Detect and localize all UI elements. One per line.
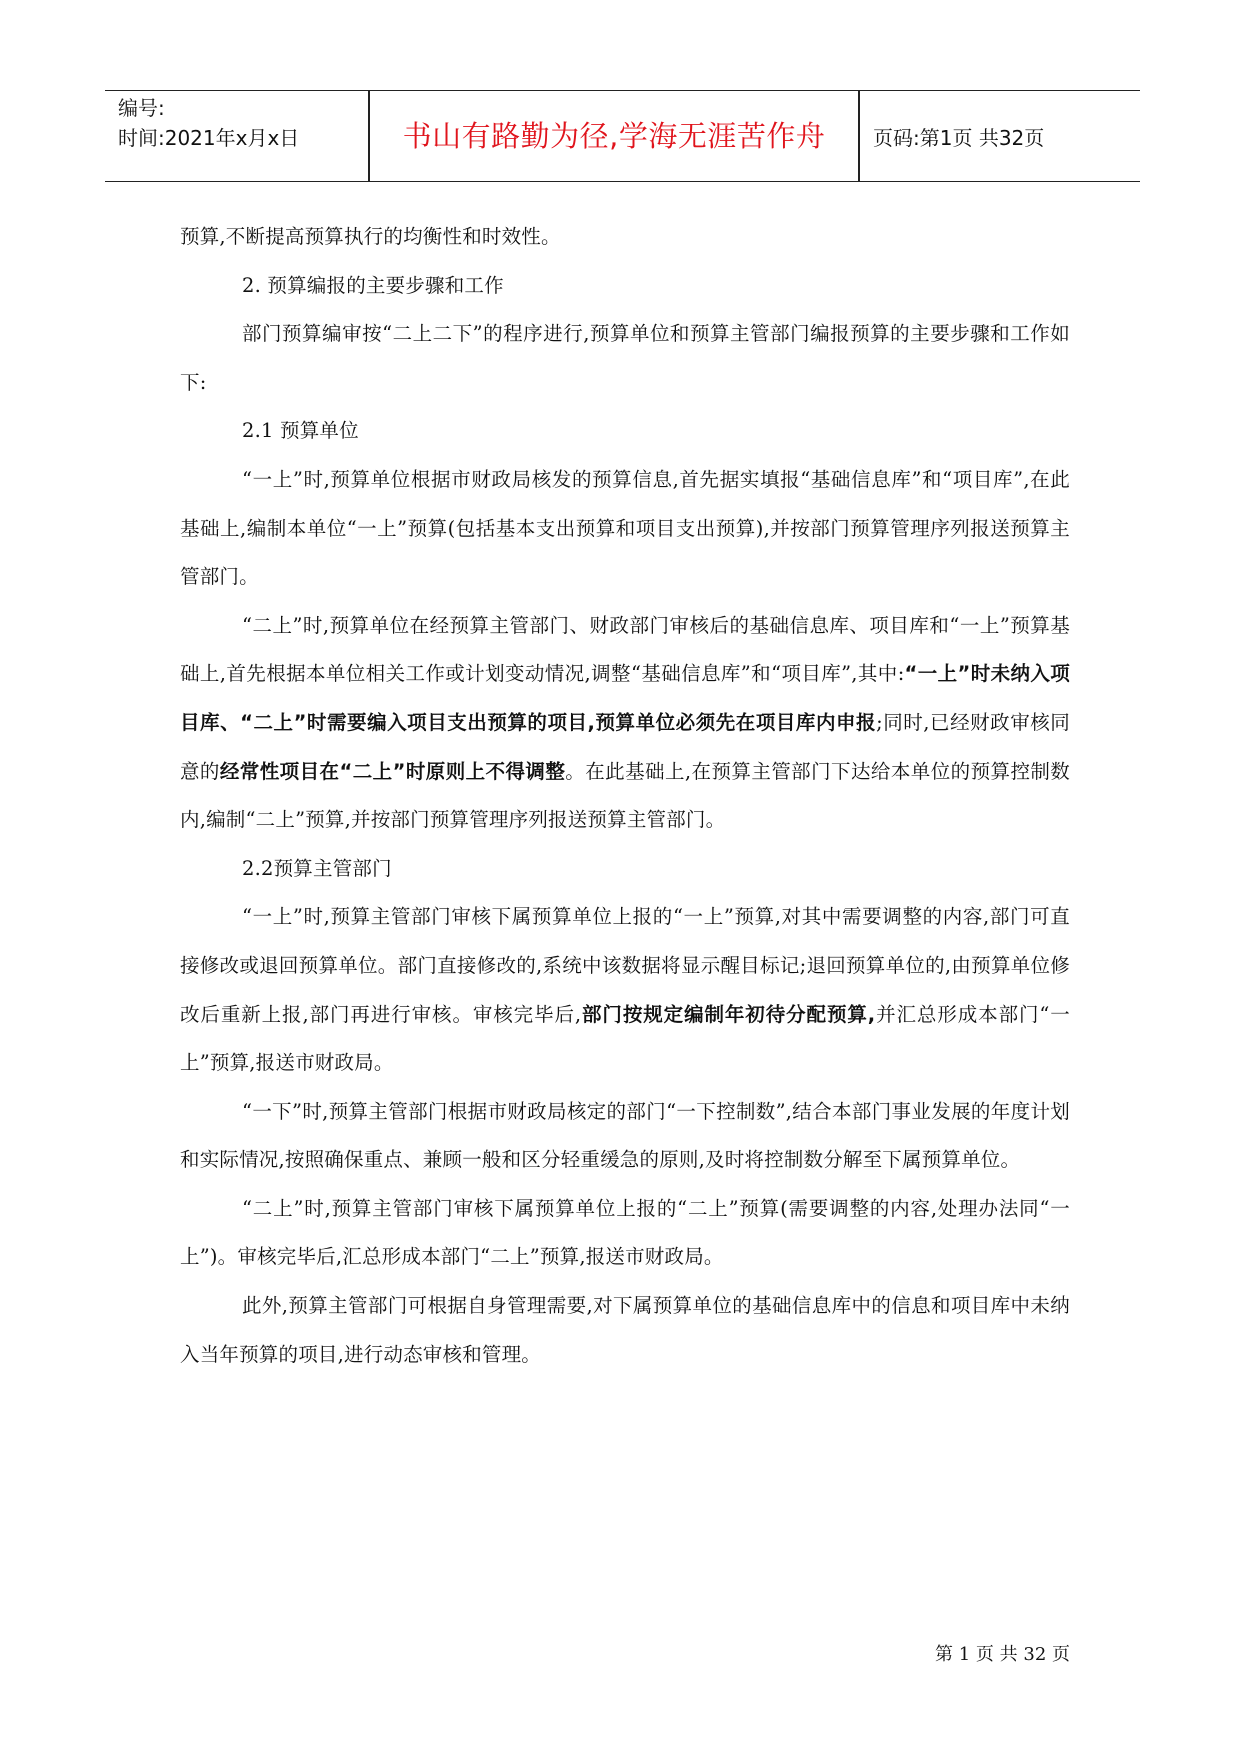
page-header — [105, 90, 1140, 182]
paragraph-unit-first-up: “一上”时,预算单位根据市财政局核发的预算信息,首先据实填报“基础信息库”和“项目库”,在此基础上,编制本单位“一上”预算(包括基本支出预算和项目支出预算),并按部门预算管理序列报送预算主管部门。 — [180, 467, 1070, 589]
document-body — [180, 213, 1070, 1379]
paragraph-procedure: 部门预算编审按“二上二下”的程序进行,预算单位和预算主管部门编报预算的主要步骤和工作如下: — [180, 322, 1070, 394]
bold-text-run: 经常性项目在“二上”时原则上不得调整 — [219, 759, 566, 783]
section-heading-2-1: 2.1 预算单位 — [242, 419, 359, 443]
text-run: ;同时,已经财政审核同意的 — [180, 710, 1070, 783]
page-footer: 第 1 页 共 32 页 — [935, 1644, 1070, 1665]
text-run: “二上”时,预算单位在经预算主管部门、财政部门审核后的基础信息库、项目库和“一上”预算基础上,首先根据本单位相关工作或计划变动情况,调整“基础信息库”和“项目库”,其中: — [180, 613, 1070, 686]
bold-text-run: “一上”时未纳入项目库、“二上”时需要编入项目支出预算的项目,预算单位必须先在项目库内申报 — [180, 662, 1071, 734]
document-number-label: 编号: — [118, 96, 165, 120]
bold-text-run: 部门按规定编制年初待分配预算, — [581, 1002, 876, 1026]
section-heading-2: 2. 预算编报的主要步骤和工作 — [242, 273, 504, 297]
header-motto: 书山有路勤为径,学海无涯苦作舟 — [402, 119, 826, 153]
paragraph-dept-first-up — [180, 893, 1070, 1087]
paragraph-dept-additional: 此外,预算主管部门可根据自身管理需要,对下属预算单位的基础信息库中的信息和项目库中未纳入当年预算的项目,进行动态审核和管理。 — [180, 1294, 1070, 1366]
document-time-label: 时间:2021年x月x日 — [118, 126, 300, 150]
text-run: 。在此基础上,在预算主管部门下达给本单位的预算控制数内,编制“二上”预算,并按部门预算管理序列报送预算主管部门。 — [180, 759, 1071, 832]
paragraph-unit-second-up — [180, 602, 1070, 845]
paragraph-continuation: 预算,不断提高预算执行的均衡性和时效性。 — [180, 225, 561, 248]
header-page-info: 页码:第1页 共32页 — [873, 126, 1045, 150]
section-heading-2-2: 2.2预算主管部门 — [242, 856, 392, 880]
text-run: 并汇总形成本部门“一上”预算,报送市财政局。 — [180, 1002, 1070, 1075]
text-run: “一上”时,预算主管部门审核下属预算单位上报的“一上”预算,对其中需要调整的内容,部门可直接修改或退回预算单位。部门直接修改的,系统中该数据将显示醒目标记;退回预算单位的,由预算单位修改后重新上报,部门再进行审核。审核完毕后, — [180, 905, 1070, 1026]
header-divider-right — [858, 91, 860, 181]
paragraph-dept-second-up: “二上”时,预算主管部门审核下属预算单位上报的“二上”预算(需要调整的内容,处理办法同“一上”)。审核完毕后,汇总形成本部门“二上”预算,报送市财政局。 — [180, 1196, 1070, 1269]
header-meta — [118, 93, 368, 153]
paragraph-dept-first-down: “一下”时,预算主管部门根据市财政局核定的部门“一下控制数”,结合本部门事业发展的年度计划和实际情况,按照确保重点、兼顾一般和区分轻重缓急的原则,及时将控制数分解至下属预算单位。 — [180, 1099, 1070, 1172]
